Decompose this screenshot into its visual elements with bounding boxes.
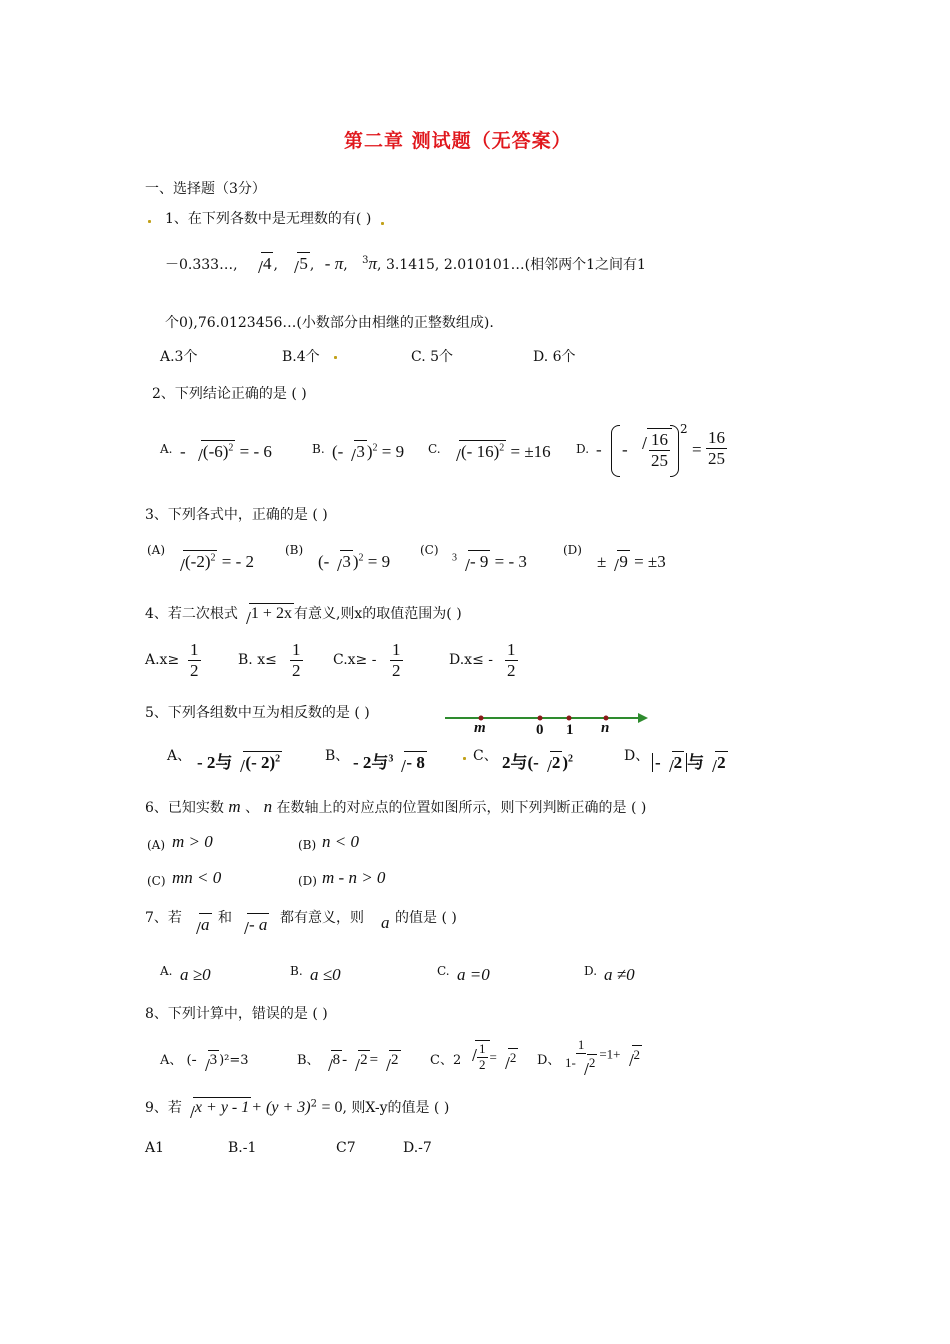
q1-option-b: B.4个 [282, 349, 320, 365]
q3-a-expr: $(-2)^2$ = - 2 [172, 550, 254, 572]
q9-stem: 9、若 $x + y - 1 + (y + 3)^2 = 0$, 则X-y的值是 ( ) [145, 1098, 450, 1116]
q2-b-label: B. [312, 442, 325, 456]
q6-b-expr: n < 0 [322, 832, 359, 851]
q8-option-b: B、 8 - 2 = 2 [297, 1052, 399, 1068]
stray-mark [148, 220, 151, 223]
numberline-label-1: 1 [566, 722, 574, 738]
q2-a-expr: - $(-6)^2$ = - 6 [180, 442, 272, 461]
q7-c-expr: a =0 [457, 965, 490, 984]
q3-b-expr: (- 3 )$^2$ = 9 [318, 552, 391, 571]
stray-mark [334, 356, 337, 359]
q2-d-exp: 2 [680, 422, 688, 436]
q2-d-left-paren [611, 425, 620, 477]
q7-c-label: C. [437, 964, 450, 978]
q8-option-c: $\frac{1}{2}$ = 2 [464, 1040, 518, 1073]
q2-d-label: D. [576, 442, 590, 456]
q4-option-c: C.x≥ - [333, 652, 377, 668]
q5-a-expr: - 2与 (- 2)$^2$ [197, 753, 281, 772]
q5-a-label: A、 [167, 748, 192, 764]
q8-option-c-label: C、2 [430, 1053, 462, 1068]
q1-option-c: C. 5个 [411, 349, 454, 365]
q7-stem-c: 的值是 ( ) [395, 910, 457, 926]
q4-option-a: A.x≥ [145, 652, 180, 668]
q1-line1: －0.333…, 4 , 5 , - π, $^3$π, 3.1415, 2.010101…(相邻两个1之间有1 [165, 254, 646, 273]
q6-c-label: (C) [147, 874, 166, 888]
q3-b-label: (B) [285, 543, 304, 557]
q3-c-expr: $^3$ - 9 = - 3 [452, 552, 527, 571]
q9-radical: x + y - 1 [182, 1097, 251, 1117]
q6-a-label: (A) [147, 838, 166, 852]
q5-stem: 5、下列各组数中互为相反数的是 ( ) [145, 705, 370, 721]
q2-d-frac: $\frac{16}{25}$ [708, 428, 725, 468]
q5-d-label: D、 [624, 748, 650, 764]
q2-d-minus: - [596, 440, 602, 459]
q7-stem-a: 7、若 [145, 910, 182, 926]
q4-stem: 4、若二次根式 1 + 2x 有意义,则x的取值范围为( ) [145, 605, 462, 622]
q4-option-b: B. x≤ [238, 652, 277, 668]
q2-a-label: A. [160, 442, 173, 456]
q5-c-expr: 2与(- 2 )$^2$ [502, 753, 573, 772]
q4-radical: 1 + 2x [238, 603, 294, 623]
q7-d-expr: a ≠0 [604, 965, 635, 984]
q5-c-label: C、 [473, 748, 498, 764]
q4-c-frac: $\frac{1}{2}$ [392, 640, 401, 680]
q1-text-b: , 3.1415, 2.010101…(相邻两个1之间有1 [377, 257, 646, 273]
numberline-label-m: m [474, 720, 486, 736]
point-0 [538, 716, 543, 721]
q5-b-expr: - 2与$^3$ - 8 [353, 753, 425, 772]
stray-mark [463, 757, 466, 760]
q6-b-label: (B) [298, 838, 317, 852]
page-title: 第二章 测试题（无答案） [344, 130, 572, 152]
q9-option-c: C7 [336, 1140, 356, 1156]
q4-b-frac: $\frac{1}{2}$ [292, 640, 301, 680]
number-line-arrow [638, 713, 648, 723]
q7-b-label: B. [290, 964, 303, 978]
q1-stem: 1、在下列各数中是无理数的有( ) [165, 211, 372, 227]
q2-c-expr: (- 16)$^2$ = ±16 [448, 440, 551, 462]
q3-a-label: (A) [147, 543, 166, 557]
q8-stem: 8、下列计算中，错误的是 ( ) [145, 1006, 328, 1022]
q8-option-d-label: D、 [537, 1053, 561, 1068]
q2-b-expr: (- 3 )$^2$ = 9 [332, 442, 405, 461]
q3-c-label: (C) [420, 543, 439, 557]
q7-b-expr: a ≤0 [310, 965, 341, 984]
q1-option-d: D. 6个 [533, 349, 576, 365]
q6-a-expr: m > 0 [172, 832, 213, 851]
q3-d-label: (D) [563, 543, 582, 557]
q1-text: －0.333…, [165, 257, 238, 273]
section-heading: 一、选择题（3分） [145, 181, 266, 197]
q4-a-frac: $\frac{1}{2}$ [190, 640, 199, 680]
q5-b-label: B、 [325, 748, 350, 764]
q7-a-label: A. [160, 964, 173, 978]
q5-d-expr: - 2 与 2 [652, 748, 728, 773]
q7-and: 和 [218, 910, 232, 926]
q1-neg-pi: - π [324, 254, 344, 273]
q6-c-expr: mn < 0 [172, 868, 222, 887]
q1-line2: 个0),76.0123456…(小数部分由相继的正整数组成). [165, 315, 494, 331]
q7-sqrt-a: a [188, 913, 212, 935]
q2-stem: 2、下列结论正确的是 ( ) [152, 386, 307, 402]
q2-d-right-paren [670, 425, 679, 477]
number-line-figure [440, 705, 655, 745]
q9-option-b: B.-1 [228, 1140, 257, 1156]
q2-d-sqrt-frac: $\frac{16}{25}$ [634, 428, 672, 470]
q9-option-a: A1 [145, 1140, 165, 1156]
q7-var-a: a [381, 913, 390, 932]
q3-d-expr: ± 9 = ±3 [597, 552, 666, 571]
q7-stem-b: 都有意义，则 [280, 910, 364, 926]
q8-option-d: $\frac{1}{1- 2}$ =1+ 2 [565, 1037, 641, 1070]
q6-d-label: (D) [298, 874, 317, 888]
q3-stem: 3、下列各式中，正确的是 ( ) [145, 507, 328, 523]
q4-option-d: D.x≤ - [449, 652, 493, 668]
q1-cube-index: 3 [362, 255, 369, 267]
numberline-label-0: 0 [536, 722, 544, 738]
q1-pi: π [368, 254, 378, 273]
q6-stem: 6、已知实数 m 、 n 在数轴上的对应点的位置如图所示，则下列判断正确的是 ( ) [145, 797, 647, 816]
q8-option-a: A、 (- 3 )²=3 [160, 1052, 249, 1068]
numberline-label-n: n [601, 720, 610, 736]
q1-option-a: A.3个 [160, 349, 198, 365]
q7-a-expr: a ≥0 [180, 965, 211, 984]
q1-sqrt4: 4 [250, 252, 274, 274]
q7-d-label: D. [584, 964, 598, 978]
point-1 [567, 716, 572, 721]
q2-d-inner-minus: - [622, 440, 628, 459]
q9-option-d: D.-7 [403, 1140, 432, 1156]
q6-d-expr: m - n > 0 [322, 868, 386, 887]
q2-d-eq: = [692, 440, 702, 459]
q4-d-frac: $\frac{1}{2}$ [507, 640, 516, 680]
q7-sqrt-neg-a: - a [236, 913, 269, 935]
stray-mark [381, 222, 384, 225]
q1-sqrt5: 5 [286, 252, 310, 274]
q2-c-label: C. [428, 442, 441, 456]
